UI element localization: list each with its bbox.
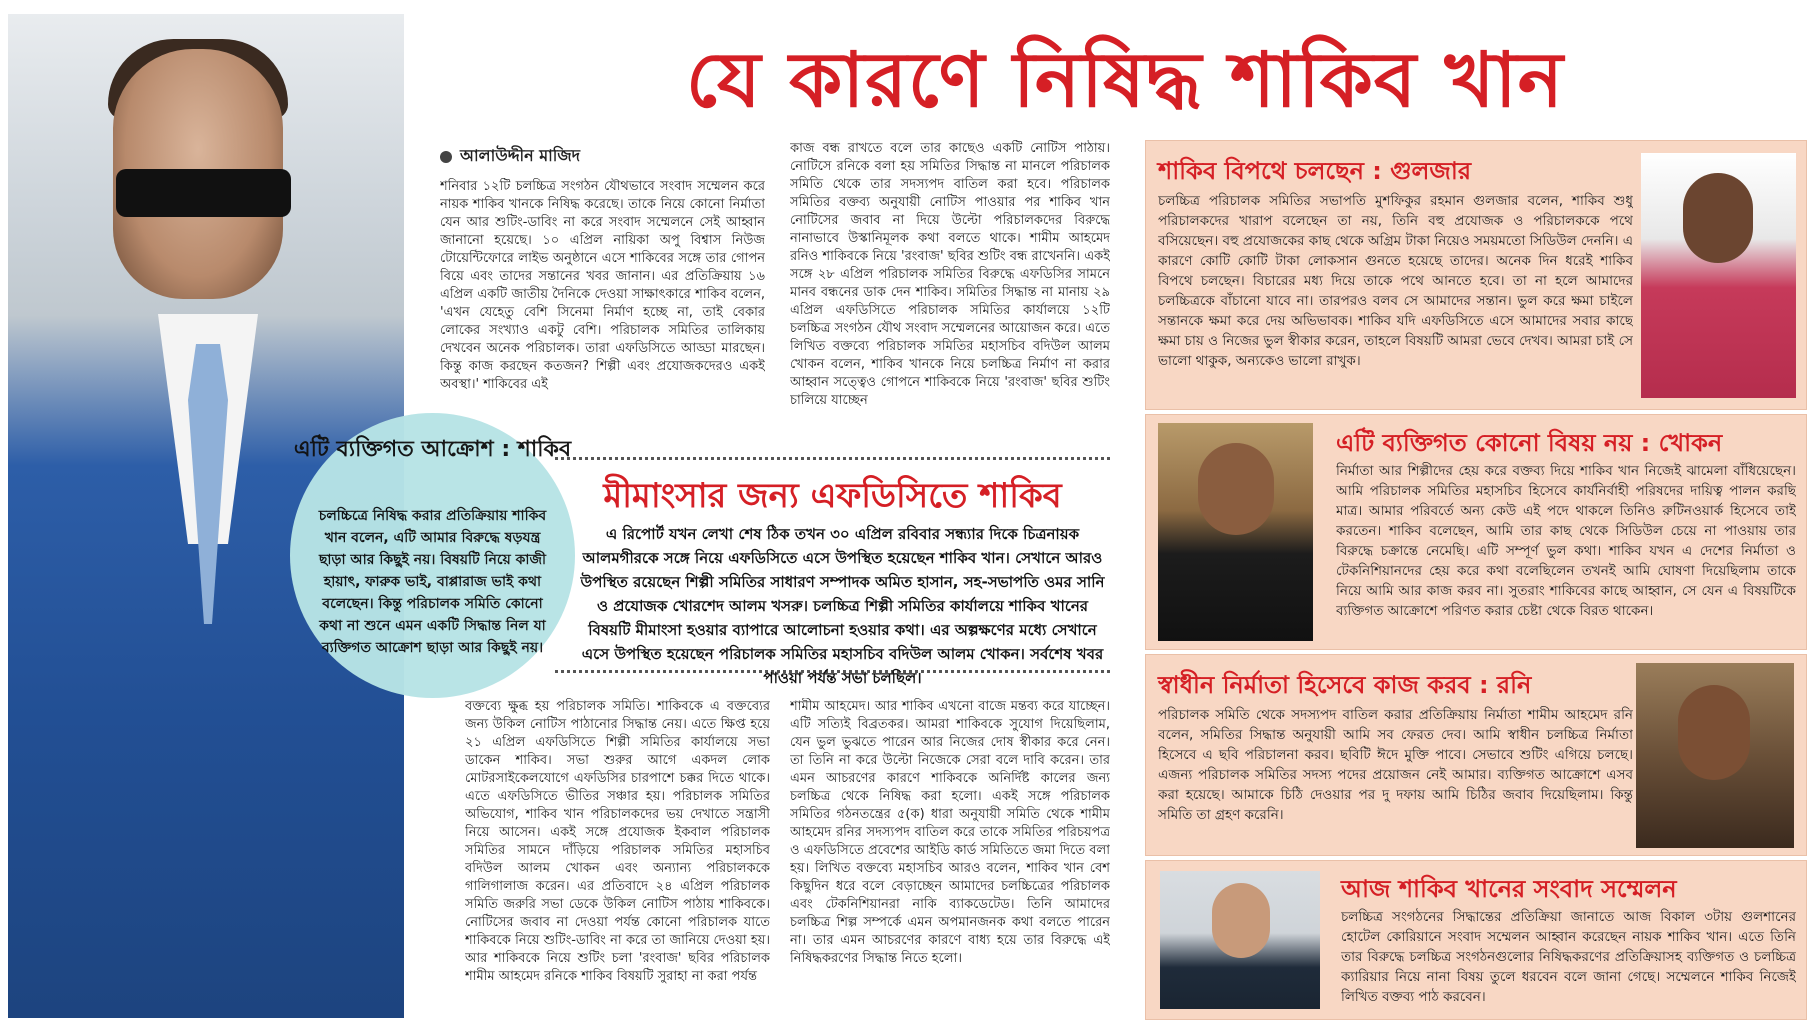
bullet-icon: [440, 151, 452, 163]
sidebar-box-title: এটি ব্যক্তিগত কোনো বিষয় নয় : খোকন: [1336, 429, 1723, 457]
quote-bubble-title: এটি ব্যক্তিগত আক্রোশ : শাকিব: [293, 437, 572, 462]
divider: [555, 457, 1110, 460]
photo-face: [1198, 443, 1274, 535]
hero-tie: [188, 344, 228, 624]
article-column-2-top: [790, 140, 1110, 432]
section-text: এ রিপোর্ট যখন লেখা শেষ ঠিক তখন ৩০ এপ্রিল রবিবার সন্ধ্যার দিকে চিত্রনায়ক আলমগীরকে সঙ্গে নিয়ে এফডিসিতে এসে উপস্থিত হয়েছেন শাকিব খান। সেখানে আরও উপস্থিত রয়েছেন শিল্পী সমিতির সাধারণ সম্পাদক অমিত হাসান, সহ-সভাপতি ওমর সানি ও প্রযোজক খোরশেদ আলম খসরু। চলচ্চিত্র শিল্পী সমিতির কার্যালয়ে শাকিব খানের বিষয়টি মীমাংসা হওয়ার ব্যাপারে আলোচনা হওয়ার কথা। এর অল্পক্ষণের মধ্যে সেখানে এসে উপস্থিত হয়েছেন পরিচালক সমিতির মহাসচিব বদিউল আলম খোকন। সর্বশেষ খবর পাওয়া পর্যন্ত সভা চলছিল।: [580, 525, 1105, 687]
photo-shakib-khan: [1160, 871, 1320, 1009]
article-paragraph: শনিবার ১২টি চলচ্চিত্র সংগঠন যৌথভাবে সংবাদ সম্মেলন করে নায়ক শাকিব খানকে নিষিদ্ধ করেছে। তাকে নিয়ে কোনো নির্মাতা যেন আর শুটিং-ডাবিং না করে সংবাদ সম্মেলনে সেই আহ্বান জানানো হয়েছে। ১০ এপ্রিল নায়িকা অপু বিশ্বাস নিউজ টোয়েন্টিফোরে লাইভ অনুষ্ঠানে এসে শাকিবের সঙ্গে তার গোপন বিয়ে এবং তাদের সন্তানের খবর জানান। এর প্রতিক্রিয়ায় ১৬ এপ্রিল একটি জাতীয় দৈনিকে দেওয়া সাক্ষাৎকারে শাকিব বলেন, 'এখন যেহেতু বেশি সিনেমা নির্মাণ হচ্ছে না, তাই বেকার লোকের সংখ্যাও একটু বেশি। পরিচালক সমিতির তালিকায় দেখবেন অনেক পরিচালক। তারা এফডিসিতে আড্ডা মারছেন। কিন্তু কাজ করছেন কতজন? শিল্পী এবং প্রযোজকদেরও একই অবস্থা।' শাকিবের এই: [440, 179, 765, 392]
article-paragraph: শামীম আহমেদ। আর শাকিব এখনো বাজে মন্তব্য করে যাচ্ছেন। এটি সত্যিই বিব্রতকর। আমরা শাকিবকে সুযোগ দিয়েছিলাম, যেন ভুল ভুঝতে পারেন আর নিজের দোষ স্বীকার করে নেন। তা তিনি না করে উল্টো নিজেকে সেরা বলে দাবি করেন। তার এমন আচরণের কারণে শাকিবকে অনির্দিষ্ট কালের জন্য চলচ্চিত্র থেকে নিষিদ্ধ করা হলো। একই সঙ্গে পরিচালক সমিতির গঠনতন্ত্রের ৫(ক) ধারা অনুযায়ী সমিতি থেকে শামীম আহমেদ রনির সদস্যপদ বাতিল করে তাকে সমিতির পরিচয়পত্র ও এফডিসিতে প্রবেশের আইডি কার্ড সমিতিতে জমা দিতে বলা হয়। লিখিত বক্তব্যে মহাসচিব আরও বলেন, শাকিব খান বেশ কিছুদিন ধরে বলে বেড়াচ্ছেন আমাদের চলচ্চিত্রের পরিচালক এবং টেকনিশিয়ানরা নাকি ব্যাকডেটেড। তিনি আমাদের চলচ্চিত্র শিল্প সম্পর্কে এমন অপমানজনক কথা বলতে পারেন না। তার এমন আচরণের কারণে বাধ্য হয়ে তার বিরুদ্ধে এই নিষিদ্ধকরণের সিদ্ধান্ত নিতে হলো।: [790, 699, 1110, 966]
article-column-1-bottom: [465, 698, 770, 1016]
sidebar-box-title: আজ শাকিব খানের সংবাদ সম্মেলন: [1341, 875, 1677, 903]
quote-bubble-text: চলচ্চিত্রে নিষিদ্ধ করার প্রতিক্রিয়ায় শাকিব খান বলেন, এটি আমার বিরুদ্ধে ষড়যন্ত্র ছাড়া আর কিছুই নয়। বিষয়টি নিয়ে কাজী হায়াৎ, ফারুক ভাই, বাপ্পারাজ ভাই কথা বলেছেন। কিন্তু পরিচালক সমিতি কোনো কথা না শুনে এমন একটি সিদ্ধান্ত নিল যা ব্যক্তিগত আক্রোশ ছাড়া আর কিছুই নয়।: [318, 508, 547, 656]
headline: যে কারণে নিষিদ্ধ শাকিব খান: [686, 35, 1564, 124]
article-paragraph: কাজ বন্ধ রাখতে বলে তার কাছেও একটি নোটিস পাঠায়। নোটিসে রনিকে বলা হয় সমিতির সিদ্ধান্ত না মানলে পরিচালক সমিতি থেকে তার সদস্যপদ বাতিল করা হবে। পরিচালক সমিতির বক্তব্য অনুযায়ী নোটিস পাওয়ার পর শাকিব খান নোটিসের জবাব না দিয়ে উল্টো পরিচালকদের বিরুদ্ধে নানাভাবে উস্কানিমূলক কথা বলতে থাকে। শামীম আহমেদ রনিও শাকিবকে নিয়ে 'রংবাজ' ছবির শুটিং বন্ধ রাখেননি। একই সঙ্গে ২৮ এপ্রিল পরিচালক সমিতির বিরুদ্ধে এফডিসির সামনে মানব বন্ধনের ডাক দেন শাকিব। সমিতির সিদ্ধান্ত না মানায় ২৯ এপ্রিল এফডিসিতে পরিচালক সমিতির কার্যালয়ে ১২টি চলচ্চিত্র সংগঠন যৌথ সংবাদ সম্মেলনের আয়োজন করে। এতে লিখিত বক্তব্যে পরিচালক সমিতির মহাসচিব বদিউল আলম খোকন বলেন, শাকিব খানকে নিয়ে চলচ্চিত্র নির্মাণ না করার আহ্বান সত্ত্বেও গোপনে শাকিবকে নিয়ে 'রংবাজ' ছবির শুটিং চালিয়ে যাচ্ছেন: [790, 141, 1110, 408]
sidebar-box-text: নির্মাতা আর শিল্পীদের হেয় করে বক্তব্য দিয়ে শাকিব খান নিজেই ঝামেলা বাঁধিয়েছেন। আমি পরিচালক সমিতির মহাসচিব হিসেবে কার্যনির্বাহী পরিষদের দায়িত্ব পালন করছি মাত্র। আমার পরিবর্তে অন্য কেউ এই পদে থাকলে তিনিও রুটিনওয়ার্ক হিসেবে তাই করতেন। শাকিব বলেছেন, আমি তার কাছ থেকে সিডিউল চেয়ে না পাওয়ায় তার বিরুদ্ধে চক্রান্তে নেমেছি। এটি সম্পূর্ণ ভুল কথা। শাকিব যখন এ দেশের নির্মাতা ও টেকনিশিয়ানদের হেয় করে কথা বলেছিলেন তখনই আমি ঘোষণা দিয়েছিলাম তাকে নিয়ে আমি আর কাজ করব না। সুতরাং শাকিবের কাছে আহ্বান, সে যেন এ বিষয়টিকে ব্যক্তিগত আক্রোশে পরিণত করার চেষ্টা থেকে বিরত থাকেন।: [1336, 463, 1796, 619]
article-column-1-top: [440, 178, 765, 430]
sidebar-box-text: পরিচালক সমিতি থেকে সদস্যপদ বাতিল করার প্রতিক্রিয়ায় নির্মাতা শামীম আহমেদ রনি বলেন, সমিতির সিদ্ধান্ত অনুযায়ী আমি সব ফেরত দেব। আমি স্বাধীন চলচ্চিত্র নির্মাতা হিসেবে এ ছবি পরিচালনা করব। ছবিটি ঈদে মুক্তি পাবে। সেভাবে শুটিং এগিয়ে চলছে। এজন্য পরিচালক সমিতির সদস্য পদের প্রয়োজন নেই আমার। ব্যক্তিগত আক্রোশে এসব করা হয়েছে। আমাকে চিঠি দেওয়ার পর দু দফায় আমি চিঠির জবাব দিয়েছিলাম। কিন্তু সমিতি তা গ্রহণ করেনি।: [1158, 707, 1633, 823]
byline-author: আলাউদ্দীন মাজিদ: [460, 146, 581, 165]
photo-face: [1212, 883, 1270, 958]
sidebar-box-title: স্বাধীন নির্মাতা হিসেবে কাজ করব : রনি: [1158, 671, 1532, 699]
photo-gulzar: [1641, 153, 1796, 398]
sidebar-box-text: চলচ্চিত্র পরিচালক সমিতির সভাপতি মুশফিকুর রহমান গুলজার বলেন, শাকিব শুধু পরিচালকদের খারাপ বলেছেন তা নয়, তিনি বহু প্রযোজক ও পরিচালককে পথে বসিয়েছেন। বহু প্রযোজকের কাছ থেকে অগ্রিম টাকা নিয়েও সময়মতো সিডিউল দেননি। এ কারণে কোটি কোটি টাকা লোকসান গুনতে হয়েছে তাদের। অনেক দিন ধরেই শাকিব বিপথে চলছেন। বিচারের মধ্য দিয়ে তাকে পথে আনতে হবে। তা না হলে আমাদের চলচ্চিত্রকে বাঁচানো যাবে না। তারপরও বলব সে আমাদের সন্তান। ভুল করে ক্ষমা চাইলে সন্তানকে ক্ষমা করে দেয় অভিভাবক। শাকিব যদি এফডিসিতে এসে আমাদের সবার কাছে ক্ষমা চায় ও নিজের ভুল স্বীকার করেন, তাহলে বিষয়টি আমরা ভেবে দেখব। আমরা চাই সে ভালো থাকুক, অন্যকেও ভালো রাখুক।: [1158, 193, 1633, 369]
sidebar-box-title: শাকিব বিপথে চলছেন : গুলজার: [1158, 157, 1472, 185]
photo-khokon: [1158, 423, 1313, 641]
sidebar-box-press-conference: [1145, 860, 1807, 1020]
article-paragraph: বক্তব্যে ক্ষুব্ধ হয় পরিচালক সমিতি। শাকিবকে এ বক্তব্যের জন্য উকিল নোটিস পাঠানোর সিদ্ধান্ত নেয়। এতে ক্ষিপ্ত হয়ে ২১ এপ্রিল এফডিসিতে শিল্পী সমিতির কার্যালয়ে সভা ডাকেন শাকিব। সভা শুরুর আগে একদল লোক মোটরসাইকেলযোগে এফডিসির চারপাশে চক্কর দিতে থাকে। এতে এফডিসিতে ভীতির সঞ্চার হয়। পরিচালক সমিতির অভিযোগ, শাকিব খান পরিচালকদের ভয় দেখাতে সন্ত্রাসী নিয়ে আসেন। একই সঙ্গে প্রযোজক ইকবাল পরিচালক সমিতির সামনে দাঁড়িয়ে পরিচালক সমিতির মহাসচিব বদিউল আলম খোকন এবং অন্যান্য পরিচালককে গালিগালাজ করেন। এর প্রতিবাদে ২৪ এপ্রিল পরিচালক সমিতি জরুরি সভা ডেকে উকিল নোটিস পাঠায় শাকিবকে। নোটিসের জবাব না দেওয়া পর্যন্ত কোনো পরিচালক যাতে শাকিবকে নিয়ে শুটিং-ডাবিং না করে তা জানিয়ে দেওয়া হয়। আর শাকিবকে নিয়ে শুটিং চলা 'রংবাজ' ছবির পরিচালক শামীম আহমেদ রনিকে শাকিব বিষয়টি সুরাহা না করা পর্যন্ত: [465, 699, 770, 984]
article-column-2-bottom: [790, 698, 1110, 1016]
sidebar-box-khokon: [1145, 414, 1807, 650]
sidebar-box-rony: [1145, 654, 1807, 856]
quote-bubble: [290, 413, 575, 698]
photo-face: [1678, 685, 1750, 780]
section-heading: মীমাংসার জন্য এফডিসিতে শাকিব: [603, 476, 1062, 516]
sidebar-box-text: চলচ্চিত্র সংগঠনের সিদ্ধান্তের প্রতিক্রিয়া জানাতে আজ বিকাল ৩টায় গুলশানের হোটেল কোরিয়ানে সংবাদ সম্মেলন আহ্বান করেছেন নায়ক শাকিব খান। এতে তিনি তার বিরুদ্ধে চলচ্চিত্র সংগঠনগুলোর নিষিদ্ধকরণের প্রতিক্রিয়াসহ ব্যক্তিগত ও চলচ্চিত্র ক্যারিয়ার নিয়ে নানা বিষয় তুলে ধরবেন বলে জানা গেছে। সম্মেলনে শাকিব নিজেই লিখিত বক্তব্য পাঠ করবেন।: [1341, 909, 1796, 1005]
photo-rony: [1636, 663, 1794, 848]
sidebar-box-gulzar: [1145, 140, 1807, 410]
photo-face: [1683, 173, 1753, 263]
byline: [440, 143, 580, 170]
hero-sunglasses: [116, 169, 291, 217]
